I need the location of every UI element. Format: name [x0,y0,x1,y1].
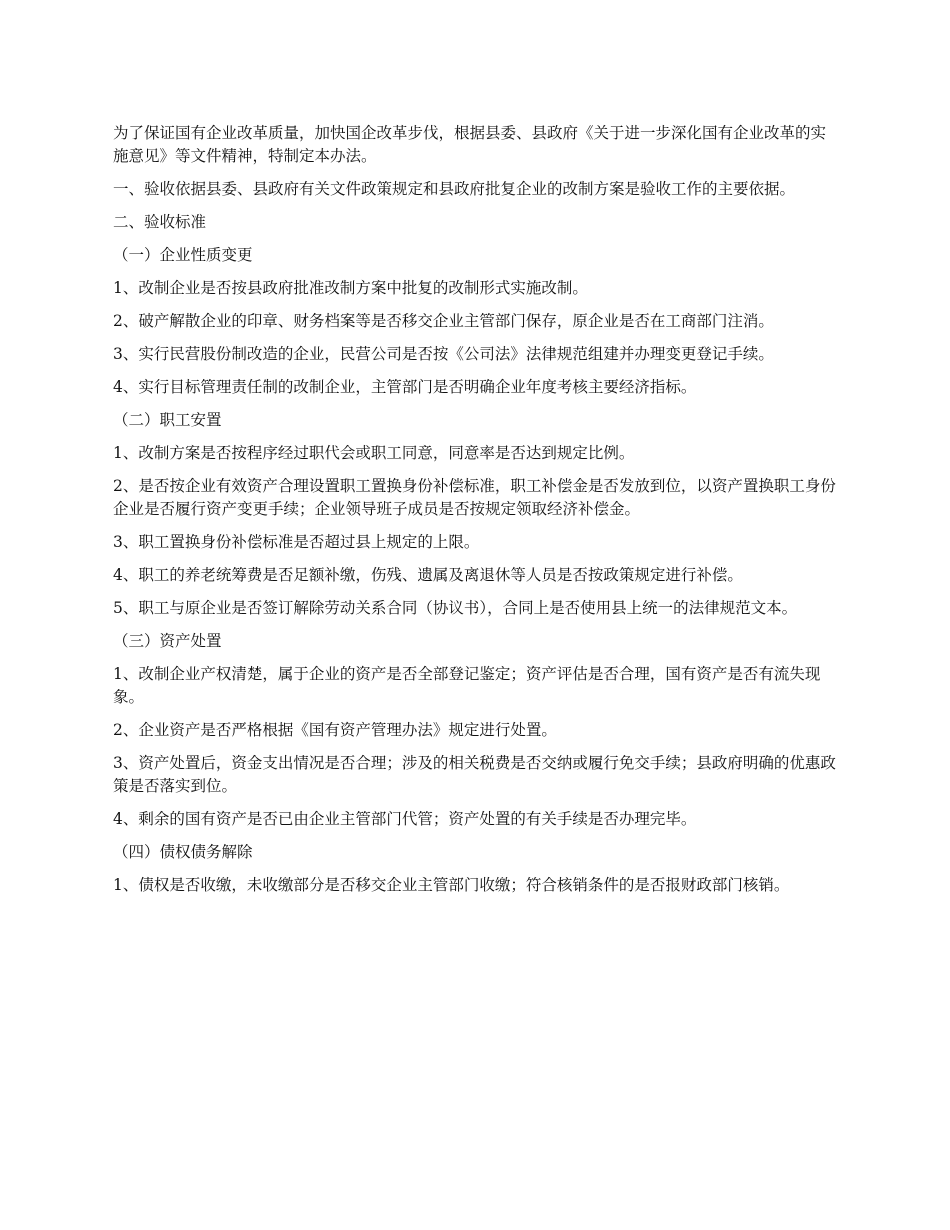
subsection-1-item-1: 1、改制企业是否按县政府批准改制方案中批复的改制形式实施改制。 [113,279,588,297]
subsection-2-item-2: 2、是否按企业有效资产合理设置职工置换身份补偿标准，职工补偿金是否发放到位，以资产置换职工身份企业是否履行资产变更手续；企业领导班子成员是否按规定领取经济补偿金。 [113,477,836,518]
subsection-1-heading: （一）企业性质变更 [113,246,253,264]
section-1-basis: 一、验收依据县委、县政府有关文件政策规定和县政府批复企业的改制方案是验收工作的主要依据。 [113,180,796,198]
subsection-4-heading: （四）债权债务解除 [113,843,253,861]
subsection-4-item-1: 1、债权是否收缴，未收缴部分是否移交企业主管部门收缴；符合核销条件的是否报财政部门核销。 [113,876,790,894]
subsection-3-item-3: 3、资产处置后，资金支出情况是否合理；涉及的相关税费是否交纳或履行免交手续；县政府明确的优惠政策是否落实到位。 [113,754,836,795]
subsection-3-heading: （三）资产处置 [113,632,222,650]
subsection-2-heading: （二）职工安置 [113,411,222,429]
subsection-1-item-4: 4、实行目标管理责任制的改制企业，主管部门是否明确企业年度考核主要经济指标。 [113,378,697,396]
subsection-2-item-4: 4、职工的养老统筹费是否足额补缴，伤残、遗属及离退休等人员是否按政策规定进行补偿。 [113,566,743,584]
subsection-3-item-1: 1、改制企业产权清楚，属于企业的资产是否全部登记鉴定；资产评估是否合理，国有资产是否有流失现象。 [113,665,821,706]
subsection-1-item-2: 2、破产解散企业的印章、财务档案等是否移交企业主管部门保存，原企业是否在工商部门注消。 [113,312,774,330]
subsection-3-item-2: 2、企业资产是否严格根据《国有资产管理办法》规定进行处置。 [113,721,557,739]
subsection-2-item-5: 5、职工与原企业是否签订解除劳动关系合同（协议书），合同上是否使用县上统一的法律规范文本。 [113,599,798,617]
section-2-heading: 二、验收标准 [113,213,207,231]
subsection-1-item-3: 3、实行民营股份制改造的企业，民营公司是否按《公司法》法律规范组建并办理变更登记手续。 [113,345,774,363]
subsection-2-item-3: 3、职工置换身份补偿标准是否超过县上规定的上限。 [113,533,480,551]
intro-paragraph: 为了保证国有企业改革质量，加快国企改革步伐，根据县委、县政府《关于进一步深化国有企业改革的实施意见》等文件精神，特制定本办法。 [113,124,827,165]
subsection-3-item-4: 4、剩余的国有资产是否已由企业主管部门代管；资产处置的有关手续是否办理完毕。 [113,810,697,828]
subsection-2-item-1: 1、改制方案是否按程序经过职代会或职工同意，同意率是否达到规定比例。 [113,444,635,462]
document-body [113,122,837,907]
